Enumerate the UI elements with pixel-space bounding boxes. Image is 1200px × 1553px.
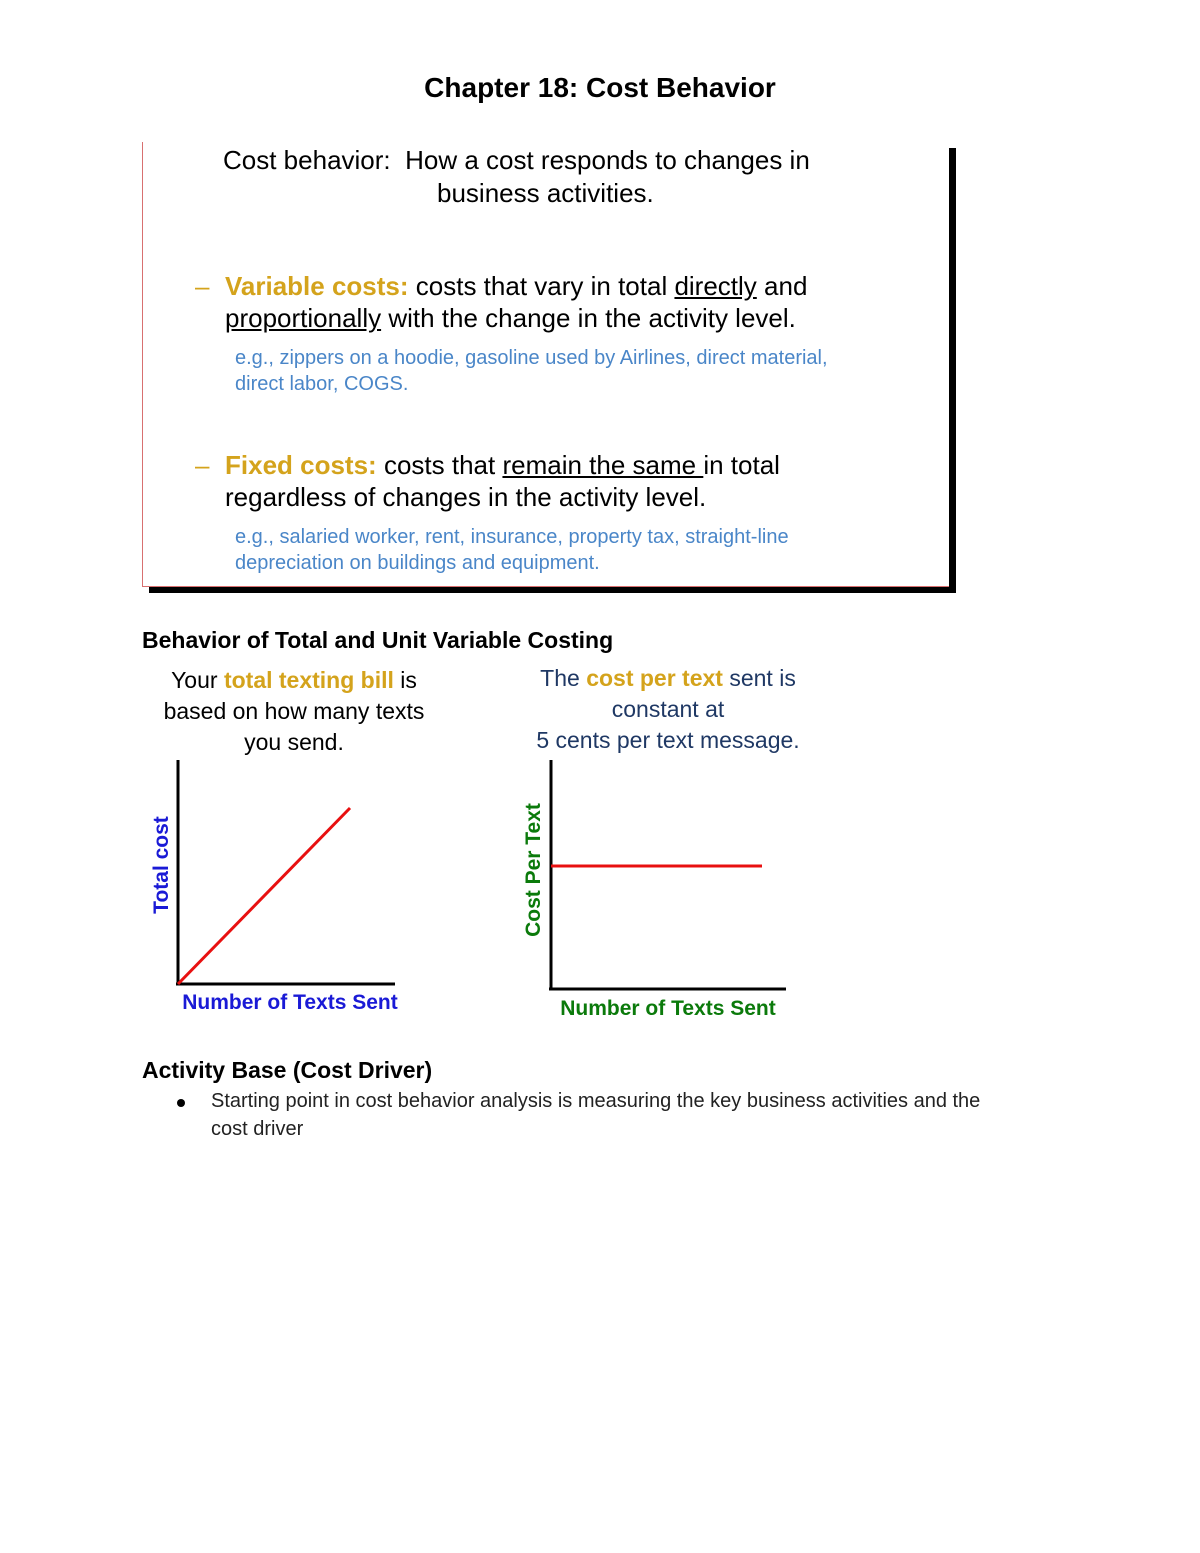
bullet-text: Starting point in cost behavior analysis is measuring the key business activities and the cost driver (211, 1090, 981, 1140)
fixed-cost-example-1: e.g., salaried worker, rent, insurance, property tax, straight-line (235, 526, 789, 548)
section-heading-activity-base: Activity Base (Cost Driver) (142, 1057, 433, 1083)
cost-per-text-chart (522, 760, 786, 1020)
chart0-x-label: Number of Texts Sent (182, 991, 398, 1014)
chart0-y-label: Total cost (150, 816, 173, 914)
total-bill-caption: Your total texting bill is based on how many texts you send. (163, 667, 425, 755)
fixed-cost-term: Fixed costs: (225, 450, 377, 480)
section-heading-variable-costing: Behavior of Total and Unit Variable Costing (142, 627, 614, 653)
unit-cost-caption: The cost per text sent is constant at 5 cents per text message. (536, 665, 800, 753)
fixed-cost-line-1: Fixed costs: costs that remain the same in total (225, 450, 780, 480)
page-title: Chapter 18: Cost Behavior (424, 72, 776, 103)
variable-cost-example-1: e.g., zippers on a hoodie, gasoline used by Airlines, direct material, (235, 347, 828, 369)
fixed-cost-example-2: depreciation on buildings and equipment. (235, 552, 600, 574)
bullet-dot (177, 1099, 185, 1107)
fixed-dash: – (195, 450, 210, 480)
variable-dash: – (195, 271, 210, 301)
chart1-x-label: Number of Texts Sent (560, 997, 776, 1020)
chart1-y-label: Cost Per Text (522, 803, 545, 937)
variable-cost-example-2: direct labor, COGS. (235, 373, 409, 395)
variable-cost-line-1: Variable costs: costs that vary in total directly and (225, 271, 808, 301)
definition-label: Cost behavior: (223, 145, 391, 175)
definition-text: How a cost responds to changes in (405, 145, 810, 175)
variable-cost-term: Variable costs: (225, 271, 409, 301)
definition-line-2: business activities. (437, 178, 654, 208)
total-cost-chart (150, 760, 398, 1014)
total-cost-line (178, 808, 350, 984)
variable-cost-line-2: proportionally with the change in the activity level. (225, 303, 796, 333)
fixed-cost-line-2: regardless of changes in the activity level. (225, 482, 707, 512)
